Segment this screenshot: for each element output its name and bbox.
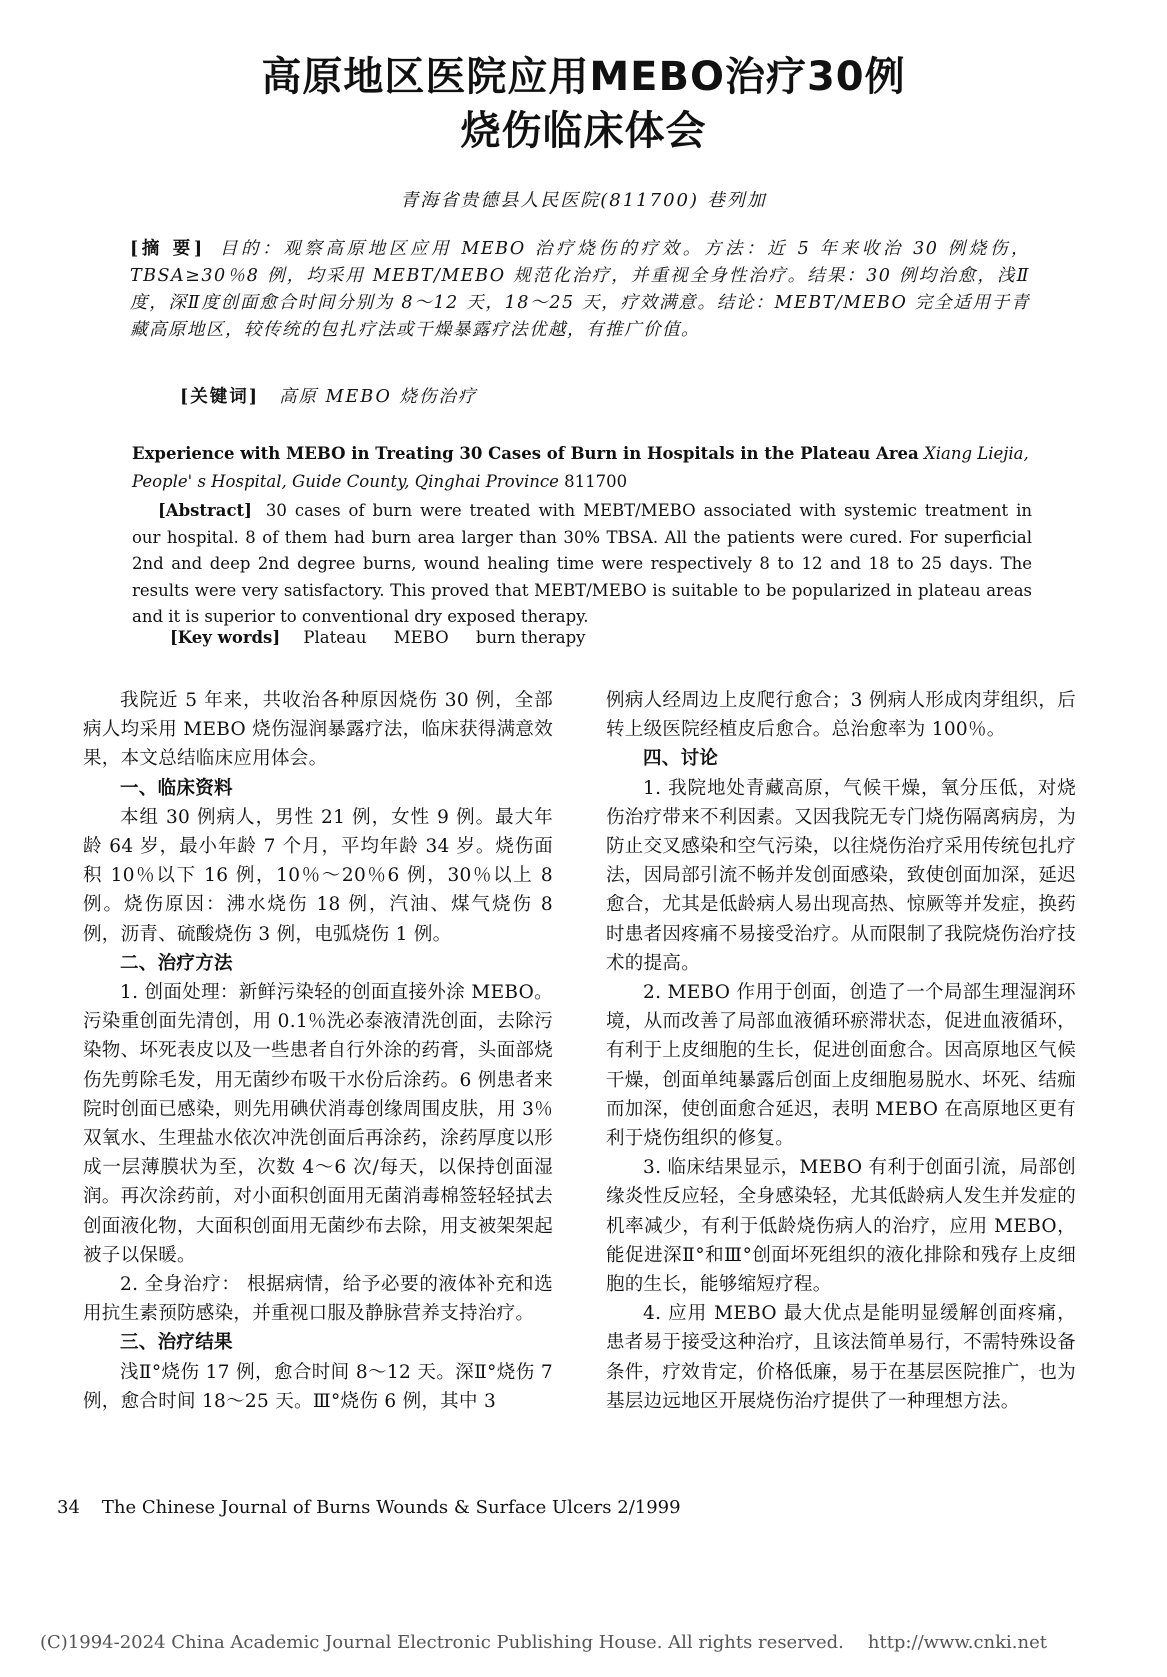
abstract-cn-text: 目的：观察高原地区应用 MEBO 治疗烧伤的疗效。方法：近 5 年来收治 30 例烧伤，TBSA≥30％8 例，均采用 MEBT/MEBO 规范化治疗，并重视全身性治疗。结果：30 例均治愈，浅Ⅱ度，深Ⅱ度创面愈合时间分别为 8～12 天，18～25 天，疗效满意。结论：MEBT/MEBO 完全适用于青藏高原地区，较传统的包扎疗法或干燥暴露疗法优越，有推广价值。	[130, 239, 1030, 340]
copyright-text: (C)1994-2024 China Academic Journal Electronic Publishing House. All rights reserved.	[40, 1632, 844, 1653]
page-footer	[57, 1497, 681, 1518]
section-1-paragraph: 本组 30 例病人，男性 21 例，女性 9 例。最大年龄 64 岁，最小年龄 7 个月，平均年龄 34 岁。烧伤面积 10％以下 16 例，10％～20％6 例，30％以上 8 例。烧伤原因：沸水烧伤 18 例，汽油、煤气烧伤 8 例，沥青、硫酸烧伤 3 例，电弧烧伤 1 例。	[83, 806, 553, 945]
body-column-left	[83, 686, 553, 1416]
keyword-en-2: MEBO	[393, 628, 449, 647]
body-column-right	[606, 686, 1076, 1416]
english-affiliation: People' s Hospital, Guide County, Qinghai Province	[132, 472, 559, 491]
abstract-cn-label: [摘 要]	[130, 239, 204, 259]
journal-name: The Chinese Journal of Burns Wounds & Surface Ulcers 2/1999	[101, 1497, 681, 1518]
keywords-en-label: [Key words]	[170, 628, 281, 647]
copyright-notice	[40, 1632, 1130, 1653]
section-2-paragraph-2: 2. 全身治疗： 根据病情，给予必要的液体补充和选用抗生素预防感染，并重视口服及静脉营养支持治疗。	[83, 1274, 553, 1325]
abstract-english	[132, 498, 1032, 631]
section-2-paragraph-1: 1. 创面处理：新鲜污染轻的创面直接外涂 MEBO。污染重创面先清创，用 0.1％洗必泰液清洗创面，去除污染物、坏死表皮以及一些患者自行外涂的药膏，头面部烧伤先剪除毛发，用无菌纱布吸干水份后涂药。6 例患者来院时创面已感染，则先用碘伏消毒创缘周围皮肤，用 3％双氧水、生理盐水依次冲洗创面后再涂药，涂药厚度以形成一层薄膜状为至，次数 4～6 次/每天，以保持创面湿润。再次涂药前，对小面积创面用无菌消毒棉签轻轻拭去创面液化物，大面积创面用无菌纱布去除，用支被架架起被子以保暖。	[83, 982, 554, 1266]
section-3-paragraph-continued: 例病人经周边上皮爬行愈合；3 例病人形成肉芽组织，后转上级医院经植皮后愈合。总治愈率为 100％。	[606, 690, 1076, 741]
section-4-heading: 四、讨论	[643, 748, 719, 770]
keyword-en-1: Plateau	[303, 628, 367, 647]
section-2-heading: 二、治疗方法	[120, 952, 233, 974]
keywords-cn-text: 高原 MEBO 烧伤治疗	[279, 387, 478, 407]
abstract-chinese	[130, 236, 1030, 344]
section-4-paragraph-4: 4. 应用 MEBO 最大优点是能明显缓解创面疼痛，患者易于接受这种治疗，且该法简单易行，不需特殊设备条件，疗效肯定，价格低廉，易于在基层医院推广，也为基层边远地区开展烧伤治疗提供了一种理想方法。	[606, 1303, 1077, 1412]
title-line-1: 高原地区医院应用MEBO治疗30例	[261, 54, 906, 100]
keywords-english	[170, 628, 1030, 647]
section-4-paragraph-2: 2. MEBO 作用于创面，创造了一个局部生理湿润环境，从而改善了局部血液循环瘀滞状态，促进血液循环，有利于上皮细胞的生长，促进创面愈合。因高原地区气候干燥，创面单纯暴露后创面上皮细胞易脱水、坏死、结痂而加深，使创面愈合延迟，表明 MEBO 在高原地区更有利于烧伤组织的修复。	[606, 982, 1077, 1150]
section-4-paragraph-3: 3. 临床结果显示，MEBO 有利于创面引流，局部创缘炎性反应轻，全身感染轻，尤其低龄病人发生并发症的机率减少，有利于低龄烧伤病人的治疗，应用 MEBO，能促进深Ⅱ°和Ⅲ°创面坏死组织的液化排除和残存上皮细胞的生长，能够缩短疗程。	[606, 1157, 1077, 1296]
english-author: Xiang Liejia,	[923, 444, 1029, 463]
copyright-url: http://www.cnki.net	[867, 1632, 1047, 1653]
keyword-en-3: burn therapy	[475, 628, 586, 647]
section-3-paragraph: 浅Ⅱ°烧伤 17 例，愈合时间 8～12 天。深Ⅱ°烧伤 7 例，愈合时间 18～25 天。Ⅲ°烧伤 6 例，其中 3	[83, 1361, 553, 1412]
intro-paragraph: 我院近 5 年来，共收治各种原因烧伤 30 例，全部病人均采用 MEBO 烧伤湿润暴露疗法，临床获得满意效果，本文总结临床应用体会。	[83, 690, 553, 770]
title-line-2: 烧伤临床体会	[460, 108, 707, 154]
section-1-heading: 一、临床资料	[120, 777, 233, 799]
abstract-en-label: [Abstract]	[158, 501, 252, 520]
keywords-cn-label: [关键词]	[180, 387, 260, 407]
keywords-chinese	[180, 383, 1040, 408]
author-affiliation: 青海省贵德县人民医院(811700) 巷列加	[400, 190, 767, 211]
article-title	[0, 50, 1167, 158]
english-title-block	[132, 440, 1032, 496]
section-4-paragraph-1: 1. 我院地处青藏高原，气候干燥，氧分压低，对烧伤治疗带来不利因素。又因我院无专门烧伤隔离病房，为防止交叉感染和空气污染，以往烧伤治疗采用传统包扎疗法，因局部引流不畅并发创面感染，致使创面加深，延迟愈合，尤其是低龄病人易出现高热、惊厥等并发症，换药时患者因疼痛不易接受治疗。从而限制了我院烧伤治疗技术的提高。	[606, 777, 1077, 974]
english-title: Experience with MEBO in Treating 30 Cases of Burn in Hospitals in the Plateau Area	[132, 444, 919, 463]
section-3-heading: 三、治疗结果	[120, 1332, 233, 1354]
page-number: 34	[57, 1497, 80, 1518]
abstract-en-text: 30 cases of burn were treated with MEBT/MEBO associated with systemic treatment in our hospital. 8 of them had burn area larger than 30% TBSA. All the patients were cured. For superficial 2nd and deep 2nd degree burns, wound healing time were respectively 8 to 12 and 18 to 25 days. The results were very satisfactory. This proved that MEBT/MEBO is suitable to be popularized in plateau areas and it is superior to conventional dry exposed therapy.	[132, 501, 1032, 626]
english-postcode: 811700	[564, 472, 628, 491]
